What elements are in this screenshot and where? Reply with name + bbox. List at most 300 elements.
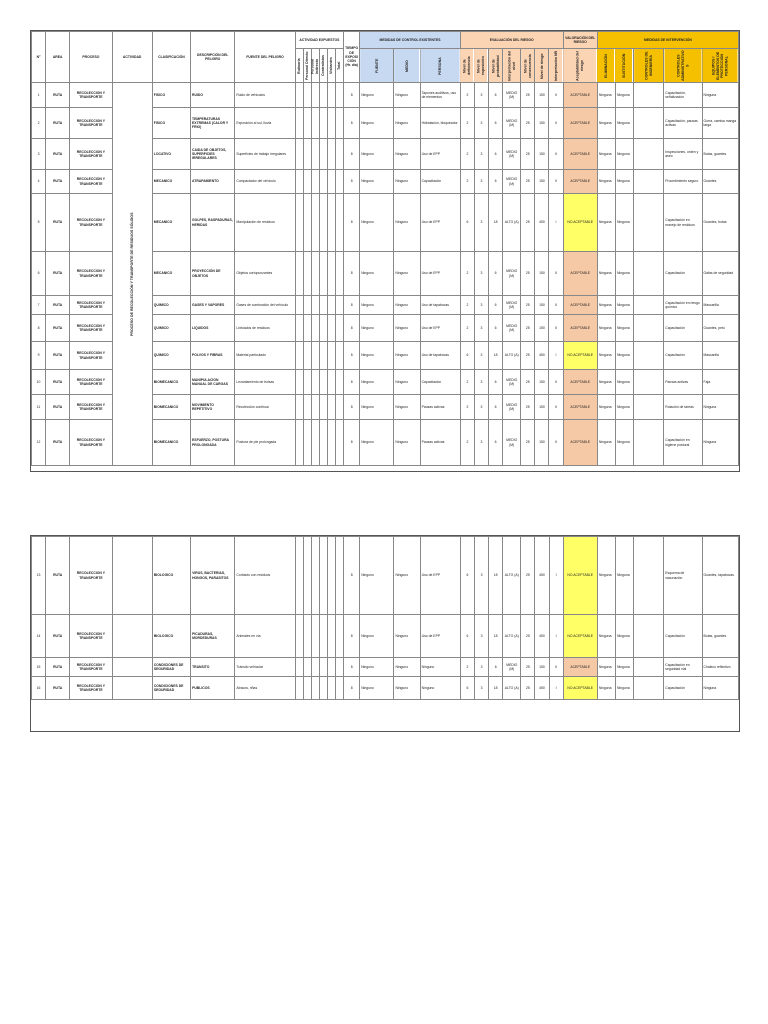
cell-np: 18 xyxy=(489,615,503,658)
cell-inr: I xyxy=(549,677,563,700)
cell-el: Ninguna xyxy=(597,677,615,700)
cell-area: RUTA xyxy=(46,296,70,315)
cell-ca: Pausas activas xyxy=(664,370,702,395)
cell-m: Ninguno xyxy=(394,296,420,315)
cell-expuesto xyxy=(319,315,327,342)
cell-el: Ninguna xyxy=(597,83,615,108)
cell-acep: NO ACEPTABLE xyxy=(563,194,597,252)
cell-acep: NO ACEPTABLE xyxy=(563,677,597,700)
cell-acep: NO ACEPTABLE xyxy=(563,615,597,658)
cell-inr: II xyxy=(549,252,563,296)
cell-desc: PICADURAS, MORDEDURAS xyxy=(191,615,235,658)
cell-desc: PROYECCIÓN DE OBJETOS xyxy=(191,252,235,296)
cell-expuesto xyxy=(327,395,335,420)
cell-ne: 3 xyxy=(474,194,488,252)
cell-nd: 2 xyxy=(460,83,474,108)
cell-m: Ninguno xyxy=(394,342,420,370)
cell-clas: FISICO xyxy=(152,83,190,108)
cell-nc: 25 xyxy=(521,677,535,700)
cell-area: RUTA xyxy=(46,658,70,677)
cell-expuesto xyxy=(303,615,311,658)
cell-inp: MEDIO (M) xyxy=(503,252,521,296)
cell-su: Ninguna xyxy=(615,170,633,194)
cell-proceso: RECOLECCION Y TRANSPORTE xyxy=(70,296,112,315)
cell-n: 11 xyxy=(32,395,46,420)
cell-ca: Capacitación en higiene postural xyxy=(664,420,702,466)
cell-epp: Ninguna xyxy=(702,83,738,108)
cell-inr: II xyxy=(549,296,563,315)
cell-area: RUTA xyxy=(46,315,70,342)
col-np: Nivel de probabilidad xyxy=(489,49,503,83)
cell-su: Ninguna xyxy=(615,537,633,615)
cell-m: Ninguno xyxy=(394,615,420,658)
cell-nr: 150 xyxy=(535,395,549,420)
cell-area: RUTA xyxy=(46,342,70,370)
cell-expuesto xyxy=(328,658,336,677)
cell-ci xyxy=(634,170,664,194)
cell-t: 8 xyxy=(344,370,360,395)
cell-expuesto xyxy=(335,194,343,252)
cell-nc: 25 xyxy=(521,342,535,370)
cell-nr: 450 xyxy=(535,615,549,658)
cell-clas: MECANICO xyxy=(152,252,190,296)
cell-t: 8 xyxy=(344,108,360,139)
cell-expuesto xyxy=(336,615,344,658)
cell-nc: 25 xyxy=(521,108,535,139)
cell-clas: CONDICIONES DE SEGURIDAD xyxy=(152,658,190,677)
cell-fuente: Superficies de trabajo irregulares xyxy=(235,139,295,170)
cell-m: Ninguno xyxy=(394,537,420,615)
cell-desc: RUIDO xyxy=(191,83,235,108)
cell-np: 18 xyxy=(489,537,503,615)
cell-inr: I xyxy=(549,615,563,658)
cell-expuesto xyxy=(335,342,343,370)
cell-fuente: Exposición al sol, lluvia xyxy=(235,108,295,139)
col-nd: Nivel de deficiencia xyxy=(460,49,474,83)
cell-ne: 3 xyxy=(474,252,488,296)
col-ctrl-fuente: FUENTE xyxy=(360,49,394,83)
cell-ne: 3 xyxy=(474,342,488,370)
cell-proceso: RECOLECCION Y TRANSPORTE xyxy=(70,108,112,139)
col-epp: EQUIPOS / ELEMENTOS DE PROTECCIÓN PERSONAL xyxy=(702,49,738,83)
cell-expuesto xyxy=(311,658,319,677)
cell-area: RUTA xyxy=(46,420,70,466)
cell-expuesto xyxy=(303,420,311,466)
cell-expuesto xyxy=(295,296,303,315)
cell-t: 8 xyxy=(344,658,360,677)
table-row xyxy=(32,658,739,677)
cell-epp: Gorra, camisa manga larga xyxy=(702,108,738,139)
cell-p: Uso de EPP xyxy=(420,252,460,296)
cell-el: Ninguna xyxy=(597,615,615,658)
cell-np: 6 xyxy=(489,170,503,194)
cell-su: Ninguna xyxy=(615,342,633,370)
cell-p: Uso de EPP xyxy=(420,537,460,615)
cell-el: Ninguna xyxy=(597,252,615,296)
cell-nc: 25 xyxy=(521,370,535,395)
cell-proceso: RECOLECCION Y TRANSPORTE xyxy=(70,658,112,677)
cell-m: Ninguno xyxy=(394,170,420,194)
cell-expuesto xyxy=(319,342,327,370)
cell-proceso: RECOLECCION Y TRANSPORTE xyxy=(70,139,112,170)
cell-fuente: Manipulación de residuos xyxy=(235,194,295,252)
cell-m: Ninguno xyxy=(394,194,420,252)
cell-t: 8 xyxy=(344,83,360,108)
cell-inr: II xyxy=(549,108,563,139)
cell-fuente: Tránsito vehicular xyxy=(235,658,295,677)
col-ca: CONTROLES ADMINISTRATIVOS xyxy=(664,49,702,83)
col-descripcion: DESCRIPCIÓN DEL PELIGRO xyxy=(191,32,235,83)
cell-np: 6 xyxy=(489,395,503,420)
cell-nd: 2 xyxy=(460,315,474,342)
cell-desc: CAIDA DE OBJETOS, SUPERFICIES IRREGULARES xyxy=(191,139,235,170)
cell-expuesto xyxy=(311,194,319,252)
cell-ci xyxy=(634,420,664,466)
cell-m: Ninguno xyxy=(394,108,420,139)
cell-expuesto xyxy=(319,108,327,139)
cell-m: Ninguno xyxy=(394,139,420,170)
table-row xyxy=(32,677,739,700)
cell-p: Capacitación xyxy=(420,170,460,194)
cell-nr: 450 xyxy=(535,537,549,615)
cell-epp: Gafas de seguridad xyxy=(702,252,738,296)
cell-ca: Esquema de vacunación xyxy=(664,537,702,615)
cell-f: Ninguno xyxy=(360,194,394,252)
cell-expuesto xyxy=(303,658,311,677)
cell-inp: MEDIO (M) xyxy=(503,395,521,420)
col-fuente: FUENTE DEL PELIGRO xyxy=(235,32,295,83)
cell-desc: MOVIMIENTO REPETITIVO xyxy=(191,395,235,420)
cell-expuesto xyxy=(295,420,303,466)
cell-desc: ATRAPAMIENTO xyxy=(191,170,235,194)
cell-ne: 3 xyxy=(474,83,488,108)
cell-epp: Guantes, peto xyxy=(702,315,738,342)
cell-f: Ninguno xyxy=(360,170,394,194)
cell-f: Ninguno xyxy=(360,315,394,342)
col-elim: ELIMINACIÓN xyxy=(597,49,615,83)
cell-nd: 6 xyxy=(460,615,474,658)
cell-nr: 150 xyxy=(535,170,549,194)
cell-expuesto xyxy=(303,296,311,315)
cell-p: Uso de EPP xyxy=(420,315,460,342)
cell-m: Ninguno xyxy=(394,252,420,296)
cell-su: Ninguna xyxy=(615,677,633,700)
cell-fuente: Objetos cortopunzantes xyxy=(235,252,295,296)
cell-desc: LIQUIDOS xyxy=(191,315,235,342)
cell-expuesto xyxy=(295,537,303,615)
cell-f: Ninguno xyxy=(360,615,394,658)
cell-desc: TEMPERATURAS EXTREMAS (CALOR Y FRIO) xyxy=(191,108,235,139)
cell-expuesto xyxy=(335,139,343,170)
cell-inr: II xyxy=(549,170,563,194)
cell-inr: I xyxy=(549,342,563,370)
cell-nr: 150 xyxy=(535,252,549,296)
cell-nc: 25 xyxy=(521,194,535,252)
cell-clas: MECANICO xyxy=(152,170,190,194)
cell-inp: ALTO (A) xyxy=(503,194,521,252)
cell-nc: 25 xyxy=(521,83,535,108)
cell-ci xyxy=(634,370,664,395)
cell-el: Ninguna xyxy=(597,395,615,420)
cell-inp: MEDIO (M) xyxy=(503,108,521,139)
cell-expuesto xyxy=(303,395,311,420)
cell-desc: TRANSITO xyxy=(191,658,235,677)
cell-f: Ninguno xyxy=(360,342,394,370)
cell-proceso: RECOLECCION Y TRANSPORTE xyxy=(70,342,112,370)
cell-t: 8 xyxy=(344,342,360,370)
cell-ca: Capacitación, pausas activas xyxy=(664,108,702,139)
cell-nc: 25 xyxy=(521,315,535,342)
cell-inp: MEDIO (M) xyxy=(503,296,521,315)
cell-np: 6 xyxy=(489,83,503,108)
cell-expuesto xyxy=(319,615,327,658)
cell-inp: MEDIO (M) xyxy=(503,315,521,342)
col-area: AREA xyxy=(46,32,70,83)
cell-ne: 3 xyxy=(474,139,488,170)
cell-acep: ACEPTABLE xyxy=(563,252,597,296)
cell-epp: Faja xyxy=(702,370,738,395)
cell-np: 6 xyxy=(489,252,503,296)
band-controles: MEDIDAS DE CONTROL EXISTENTES xyxy=(360,32,461,49)
cell-nr: 150 xyxy=(535,658,549,677)
cell-t: 8 xyxy=(344,315,360,342)
cell-expuesto xyxy=(303,108,311,139)
col-ctrl-medio: MEDIO xyxy=(394,49,420,83)
cell-su: Ninguna xyxy=(615,370,633,395)
cell-nr: 150 xyxy=(535,370,549,395)
cell-m: Ninguno xyxy=(394,395,420,420)
cell-expuesto xyxy=(311,315,319,342)
cell-actividad xyxy=(112,677,152,700)
cell-f: Ninguno xyxy=(360,677,394,700)
cell-desc: GASES Y VAPORES xyxy=(191,296,235,315)
cell-ca: Capacitación en riesgo químico xyxy=(664,296,702,315)
cell-m: Ninguno xyxy=(394,315,420,342)
cell-np: 6 xyxy=(489,315,503,342)
cell-ne: 3 xyxy=(475,677,489,700)
cell-el: Ninguna xyxy=(597,370,615,395)
cell-expuesto xyxy=(295,395,303,420)
cell-inp: MEDIO (M) xyxy=(503,139,521,170)
cell-el: Ninguna xyxy=(597,194,615,252)
cell-expuesto xyxy=(327,296,335,315)
band-evaluacion: EVALUACIÓN DEL RIESGO xyxy=(460,32,563,49)
cell-su: Ninguna xyxy=(615,615,633,658)
cell-acep: ACEPTABLE xyxy=(563,658,597,677)
cell-expuesto xyxy=(295,615,303,658)
cell-inr: II xyxy=(549,395,563,420)
cell-nd: 2 xyxy=(460,108,474,139)
cell-proceso: RECOLECCION Y TRANSPORTE xyxy=(70,677,112,700)
cell-ci xyxy=(634,615,664,658)
cell-expuesto xyxy=(335,420,343,466)
cell-su: Ninguna xyxy=(615,395,633,420)
cell-expuesto xyxy=(311,139,319,170)
cell-expuesto xyxy=(319,252,327,296)
cell-su: Ninguna xyxy=(615,194,633,252)
cell-nd: 2 xyxy=(460,170,474,194)
cell-expuesto xyxy=(335,315,343,342)
cell-epp: Ninguna xyxy=(702,420,738,466)
cell-nd: 2 xyxy=(460,370,474,395)
col-total: Total xyxy=(335,49,343,83)
cell-epp: Botas, guantes xyxy=(702,139,738,170)
cell-inp: ALTO (A) xyxy=(503,537,521,615)
cell-expuesto xyxy=(311,677,319,700)
cell-nc: 25 xyxy=(521,420,535,466)
cell-expuesto xyxy=(303,194,311,252)
cell-area: RUTA xyxy=(46,537,70,615)
cell-nd: 2 xyxy=(460,658,474,677)
col-n: N° xyxy=(32,32,46,83)
cell-fuente: Lixiviados de residuos xyxy=(235,315,295,342)
cell-fuente: Compactador del vehículo xyxy=(235,170,295,194)
cell-inp: ALTO (A) xyxy=(503,615,521,658)
cell-nr: 150 xyxy=(535,83,549,108)
cell-epp: Ninguna xyxy=(702,395,738,420)
cell-nd: 2 xyxy=(460,252,474,296)
cell-clas: BIOLOGICO xyxy=(152,615,190,658)
cell-expuesto xyxy=(327,315,335,342)
cell-n: 16 xyxy=(32,677,46,700)
cell-epp: Mascarilla xyxy=(702,296,738,315)
cell-area: RUTA xyxy=(46,615,70,658)
cell-desc: GOLPES, RASPADURAS, HERIDAS xyxy=(191,194,235,252)
cell-fuente: Levantamiento de bolsas xyxy=(235,370,295,395)
cell-f: Ninguno xyxy=(360,83,394,108)
cell-inp: MEDIO (M) xyxy=(503,658,521,677)
cell-proceso: RECOLECCION Y TRANSPORTE xyxy=(70,194,112,252)
cell-f: Ninguno xyxy=(360,139,394,170)
cell-expuesto xyxy=(336,677,344,700)
cell-f: Ninguno xyxy=(360,395,394,420)
cell-ne: 3 xyxy=(474,296,488,315)
cell-nr: 450 xyxy=(535,342,549,370)
cell-inp: MEDIO (M) xyxy=(503,420,521,466)
cell-proceso: RECOLECCION Y TRANSPORTE xyxy=(70,252,112,296)
cell-ca: Capacitación xyxy=(664,252,702,296)
cell-f: Ninguno xyxy=(360,420,394,466)
cell-nc: 25 xyxy=(521,139,535,170)
cell-actividad xyxy=(112,658,152,677)
cell-expuesto xyxy=(311,615,319,658)
col-visitantes: Visitantes xyxy=(327,49,335,83)
cell-inr: II xyxy=(549,83,563,108)
table-row xyxy=(32,83,739,108)
cell-expuesto xyxy=(303,370,311,395)
cell-n: 12 xyxy=(32,420,46,466)
cell-desc: VIRUS, BACTERIAS, HONGOS, PARASITOS xyxy=(191,537,235,615)
cell-inp: MEDIO (M) xyxy=(503,370,521,395)
cell-np: 6 xyxy=(489,658,503,677)
cell-p: Capacitación xyxy=(420,370,460,395)
cell-expuesto xyxy=(303,83,311,108)
cell-ne: 3 xyxy=(475,615,489,658)
cell-n: 15 xyxy=(32,658,46,677)
cell-inr: II xyxy=(549,370,563,395)
col-ne: Nivel de exposición xyxy=(474,49,488,83)
cell-ca: Capacitación, señalización xyxy=(664,83,702,108)
cell-nc: 25 xyxy=(521,296,535,315)
cell-ne: 3 xyxy=(474,315,488,342)
cell-expuesto xyxy=(335,170,343,194)
cell-ci xyxy=(634,677,664,700)
cell-expuesto xyxy=(336,658,344,677)
cell-f: Ninguno xyxy=(360,537,394,615)
cell-clas: BIOMECANICO xyxy=(152,370,190,395)
cell-epp: Ninguna xyxy=(702,677,738,700)
cell-p: Uso de tapabocas xyxy=(420,342,460,370)
cell-ca: Capacitación xyxy=(664,315,702,342)
cell-ne: 3 xyxy=(475,537,489,615)
cell-proceso: RECOLECCION Y TRANSPORTE xyxy=(70,370,112,395)
cell-expuesto xyxy=(295,658,303,677)
cell-expuesto xyxy=(311,370,319,395)
cell-inp: MEDIO (M) xyxy=(503,170,521,194)
cell-ci xyxy=(634,315,664,342)
cell-expuesto xyxy=(319,83,327,108)
cell-expuesto xyxy=(295,342,303,370)
cell-nd: 2 xyxy=(460,139,474,170)
cell-p: Pausas activas xyxy=(420,420,460,466)
cell-t: 8 xyxy=(344,296,360,315)
cell-nr: 450 xyxy=(535,677,549,700)
cell-proceso: RECOLECCION Y TRANSPORTE xyxy=(70,315,112,342)
cell-proceso: RECOLECCION Y TRANSPORTE xyxy=(70,537,112,615)
cell-area: RUTA xyxy=(46,677,70,700)
cell-expuesto xyxy=(336,537,344,615)
cell-su: Ninguna xyxy=(615,252,633,296)
cell-expuesto xyxy=(303,252,311,296)
cell-expuesto xyxy=(335,296,343,315)
cell-n: 13 xyxy=(32,537,46,615)
cell-f: Ninguno xyxy=(360,296,394,315)
cell-n: 8 xyxy=(32,315,46,342)
cell-expuesto xyxy=(311,420,319,466)
cell-t: 8 xyxy=(344,615,360,658)
cell-fuente: Postura de pie prolongada xyxy=(235,420,295,466)
cell-expuesto xyxy=(295,194,303,252)
cell-expuesto xyxy=(303,139,311,170)
cell-f: Ninguno xyxy=(360,252,394,296)
cell-n: 1 xyxy=(32,83,46,108)
cell-ci xyxy=(634,108,664,139)
cell-inp: ALTO (A) xyxy=(503,342,521,370)
cell-ca: Rotación de tareas xyxy=(664,395,702,420)
cell-acep: NO ACEPTABLE xyxy=(563,342,597,370)
cell-el: Ninguna xyxy=(597,170,615,194)
cell-ca: Procedimiento seguro xyxy=(664,170,702,194)
cell-ca: Capacitación en seguridad vial xyxy=(664,658,702,677)
cell-n: 4 xyxy=(32,170,46,194)
cell-ca: Inspecciones, orden y aseo xyxy=(664,139,702,170)
cell-n: 3 xyxy=(32,139,46,170)
cell-fuente: Contacto con residuos xyxy=(235,537,295,615)
activity-vertical-label: PROCESO DE RECOLECCIÓN Y TRANSPORTE DE RESIDUOS SÓLIDOS xyxy=(112,83,152,466)
cell-t: 8 xyxy=(344,537,360,615)
cell-inr: I xyxy=(549,537,563,615)
cell-area: RUTA xyxy=(46,170,70,194)
cell-n: 14 xyxy=(32,615,46,658)
cell-expuesto xyxy=(303,170,311,194)
cell-acep: ACEPTABLE xyxy=(563,370,597,395)
cell-np: 6 xyxy=(489,139,503,170)
cell-expuesto xyxy=(327,194,335,252)
cell-expuesto xyxy=(303,537,311,615)
cell-ci xyxy=(634,252,664,296)
cell-nc: 25 xyxy=(521,537,535,615)
cell-expuesto xyxy=(319,170,327,194)
